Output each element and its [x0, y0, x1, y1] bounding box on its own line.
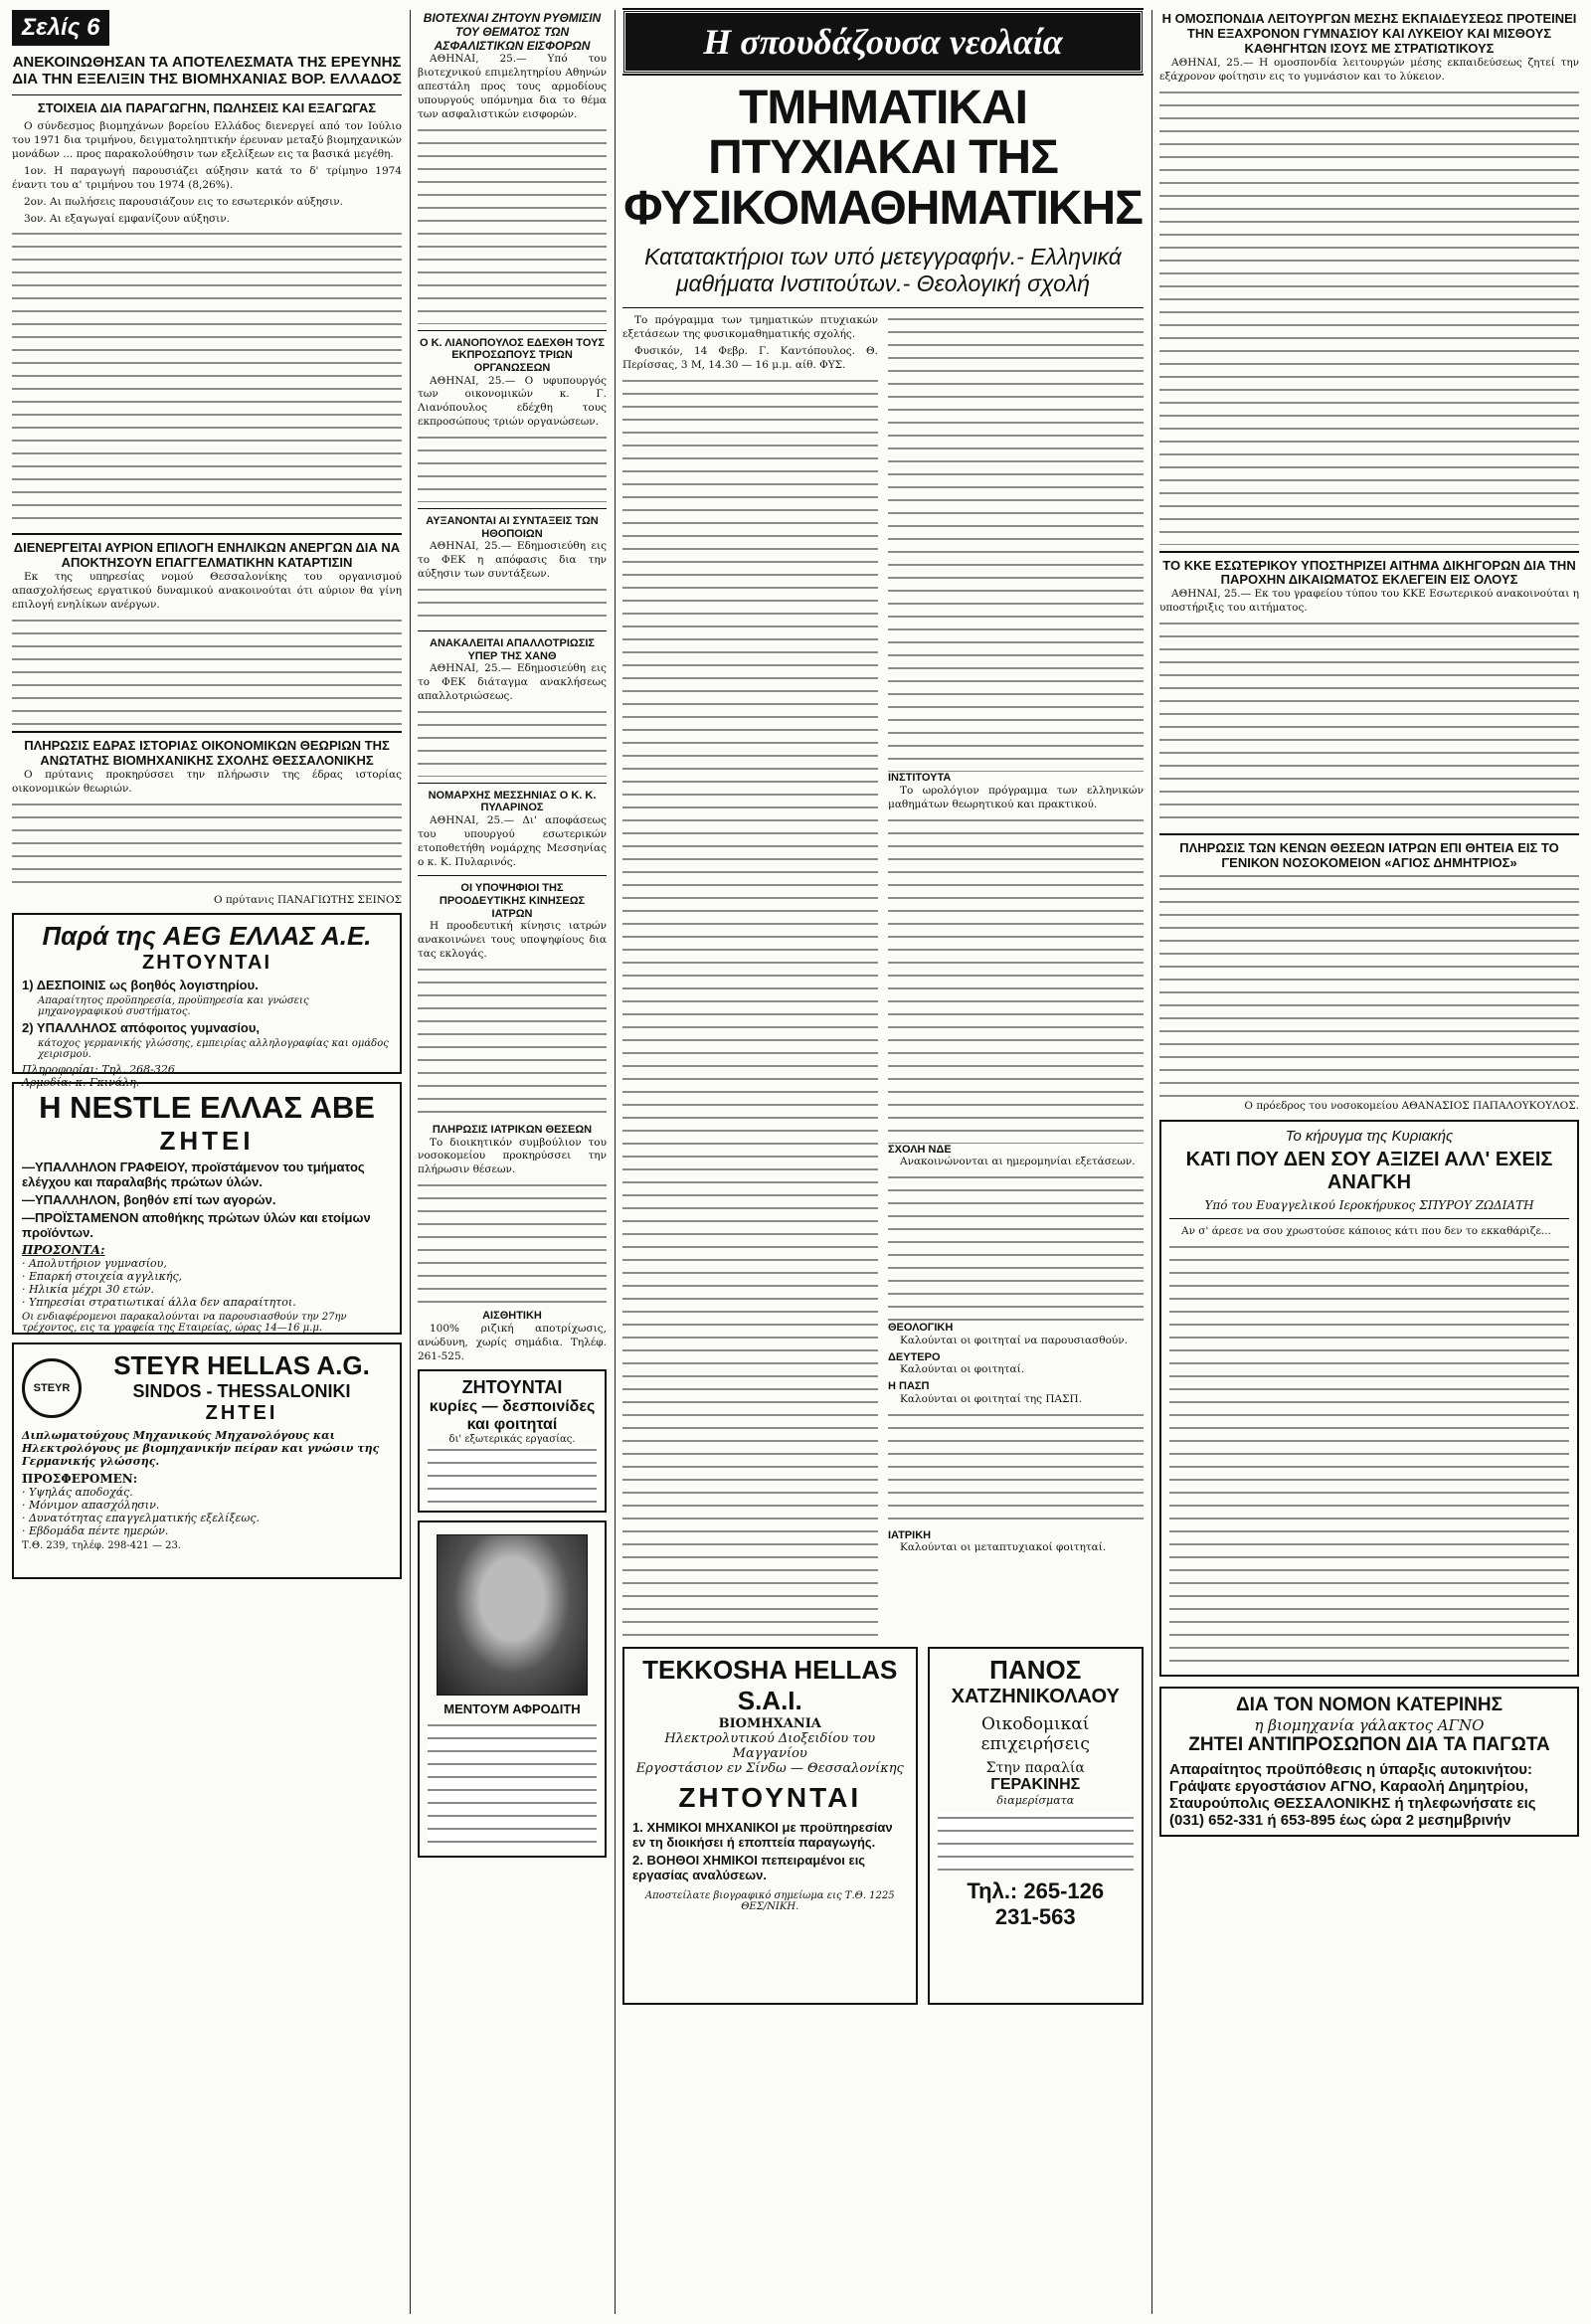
sermon-byline: Υπό του Ευαγγελικού Ιεροκήρυκος ΣΠΥΡΟΥ ΖΩΔΙΑΤΗ: [1204, 1197, 1534, 1212]
lianopoulos-filler: [418, 433, 607, 502]
panos-name-2: ΧΑΤΖΗΝΙΚΟΛΑΟΥ: [951, 1685, 1120, 1707]
pensions-headline: ΑΥΞΑΝΟΝΤΑΙ ΑΙ ΣΥΝΤΑΞΕΙΣ ΤΩΝ ΗΘΟΠΟΙΩΝ: [426, 515, 599, 540]
tekkosha-line-3: Εργοστάσιον εν Σίνδω — Θεσσαλονίκης: [635, 1760, 904, 1776]
article-filler-b: [888, 314, 1144, 772]
aesthetics-headline: ΑΙΣΘΗΤΙΚΗ: [482, 1310, 542, 1323]
agno-ad: [1159, 1687, 1579, 1837]
nde-subhead: ΣΧΟΛΗ ΝΔΕ: [888, 1143, 952, 1156]
lianopoulos-text: ΑΘΗΝΑΙ, 25.— Ο υφυπουργός των οικονομικών κ. Γ. Λιανόπουλος εδέχθη τους εκπροσώπους τριών οργανώσεων.: [418, 374, 607, 429]
panos-ad: [928, 1647, 1145, 2005]
teachers-filler: [1159, 88, 1579, 545]
medical-posts-text: Το διοικητικόν συμβούλιον του νοσοκομείου προκηρύσσει την πλήρωσιν θέσεων.: [418, 1136, 607, 1176]
hospital-headline: ΠΛΗΡΩΣΙΣ ΤΩΝ ΚΕΝΩΝ ΘΕΣΕΩΝ ΙΑΤΡΩΝ ΕΠΙ ΘΗΤΕΙΑ ΕΙΣ ΤΟ ΓΕΝΙΚΟΝ ΝΟΣΟΚΟΜΕΙΟΝ «ΑΓΙΟΣ ΔΗΜΗΤΡΙΟΣ»: [1179, 840, 1559, 871]
chair-signature: Ο πρύτανις ΠΑΝΑΓΙΩΤΗΣ ΣΕΙΝΟΣ: [213, 893, 402, 906]
wanted-ad-title: ΖΗΤΟΥΝΤΑΙ: [461, 1377, 563, 1398]
pasp-subhead: Η ΠΑΣΠ: [888, 1380, 930, 1393]
expropriation-headline: ΑΝΑΚΑΛΕΙΤΑΙ ΑΠΑΛΛΟΤΡΙΩΣΙΣ ΥΠΕΡ ΤΗΣ ΧΑΝΘ: [430, 636, 595, 662]
survey-headline: ΑΝΕΚΟΙΝΩΘΗΣΑΝ ΤΑ ΑΠΟΤΕΛΕΣΜΑΤΑ ΤΗΣ ΕΡΕΥΝΗΣ ΔΙΑ ΤΗΝ ΕΞΕΛΙΞΙΝ ΤΗΣ ΒΙΟΜΗΧΑΝΙΑΣ ΒΟΡ. ΕΛΛΑΔΟΣ: [12, 54, 402, 89]
tekkosha-ad: [622, 1647, 918, 2005]
sermon-box: [1159, 1120, 1579, 1677]
steyr-intro: Διπλωματούχους Μηχανικούς Μηχανολόγους και Ηλεκτρολόγους με βιομηχανικήν πείραν και γνώσιν της Γερμανικής γλώσσης.: [22, 1429, 380, 1469]
page-label: Σελίς 6: [12, 10, 109, 46]
article-body-2: Φυσικόν, 14 Φεβρ. Γ. Καντόπουλος. Θ. Περίσσας, 3 Μ, 14.30 — 16 μ.μ. αίθ. ΦΥΣ.: [622, 344, 878, 371]
election-headline: ΔΙΕΝΕΡΓΕΙΤΑΙ ΑΥΡΙΟΝ ΕΠΙΛΟΓΗ ΕΝΗΛΙΚΩΝ ΑΝΕΡΓΩΝ ΔΙΑ ΝΑ ΑΠΟΚΤΗΣΟΥΝ ΕΠΑΓΓΕΛΜΑΤΙΚΗΝ ΚΑΤΑΡΤΙΣΙΝ: [13, 540, 401, 571]
sermon-kicker: Το κήρυγμα της Κυριακής: [1285, 1127, 1454, 1145]
lianopoulos-headline: Ο Κ. ΛΙΑΝΟΠΟΥΛΟΣ ΕΔΕΧΘΗ ΤΟΥΣ ΕΚΠΡΟΣΩΠΟΥΣ ΤΡΙΩΝ ΟΡΓΑΝΩΣΕΩΝ: [419, 336, 606, 374]
main-deck: Κατατακτήριοι των υπό μετεγγραφήν.- Ελληνικά μαθήματα Ινστιτούτων.- Θεολογική σχολή: [644, 244, 1122, 297]
nestle-ad: [12, 1082, 402, 1335]
kke-body: [1159, 588, 1579, 827]
expropriation-filler: [418, 707, 607, 777]
tekkosha-item-2: 2. ΒΟΗΘΟΙ ΧΗΜΙΚΟΙ πεπειραμένοι εις εργασίας αναλύσεων.: [632, 1852, 866, 1882]
survey-lead: Ο σύνδεσμος βιομηχάνων βορείου Ελλάδος διενεργεί από τον Ιούλιο του 1971 δια τριμήνου, δειγματοληπτικήν έρευναν μεταξύ βιομηχανικών μονάδων ... προς παρακολούθησιν των εξελίξεων εις τα βασικά μεγέθη.: [12, 120, 402, 161]
sermon-body: [1169, 1225, 1569, 1670]
tekkosha-line-2: Ηλεκτρολυτικού Διοξειδίου του Μαγγανίου: [664, 1730, 876, 1761]
tekkosha-wants: ΖΗΤΟΥΝΤΑΙ: [678, 1781, 862, 1813]
medical-posts-headline: ΠΛΗΡΩΣΙΣ ΙΑΤΡΙΚΩΝ ΘΕΣΕΩΝ: [432, 1123, 593, 1136]
aesthetics-text: 100% ριζική αποτρίχωσις, ανώδυνη, χωρίς σημάδια. Τηλέφ. 261-525.: [418, 1322, 607, 1362]
steyr-contact: Τ.Θ. 239, τηλέφ. 298-421 — 23.: [22, 1540, 182, 1552]
lianopoulos-body: [418, 375, 607, 502]
institutes-text: Το ωρολόγιον πρόγραμμα των ελληνικών μαθημάτων θεωρητικού και πρακτικού.: [888, 784, 1144, 810]
doctors-text: Η προοδευτική κίνησις ιατρών ανακοινώνει τους υποψηφίους δια τας εκλογάς.: [418, 920, 607, 961]
wanted-ad-filler: [428, 1445, 597, 1505]
theology-subhead: ΘΕΟΛΟΓΙΚΗ: [888, 1322, 954, 1335]
election-text: Εκ της υπηρεσίας νομού Θεσσαλονίκης του οργανισμού απασχολήσεως εργατικού δυναμικού ανακοινούται ότι αύριον θα γίνη επιλογή ενηλίκων ανέργων.: [12, 571, 402, 612]
aeg-logo: AEG: [162, 921, 223, 952]
hospital-signature: Ο πρόεδρος του νοσοκομείου ΑΘΑΝΑΣΙΟΣ ΠΑΠΑΛΟΥΚΟΥΛΟΣ.: [1244, 1100, 1579, 1112]
memorial-photo: [437, 1534, 588, 1696]
expropriation-text: ΑΘΗΝΑΙ, 25.— Εδημοσιεύθη εις το ΦΕΚ διάταγμα ανακλήσεως απαλλοτριώσεως.: [418, 662, 607, 702]
medical-posts-body: [418, 1137, 607, 1311]
tekkosha-line-1: ΒΙΟΜΗΧΑΝΙΑ: [718, 1715, 821, 1731]
steyr-ad: [12, 1342, 402, 1579]
panos-name-1: ΠΑΝΟΣ: [989, 1654, 1082, 1685]
medicine-subhead: ΙΑΤΡΙΚΗ: [888, 1528, 932, 1541]
second-subhead: ΔΕΥΤΕΡΟ: [888, 1350, 941, 1363]
aeg-item-2-note: κάτοχος γερμανικής γλώσσης, εμπειρίας αλληλογραφίας και ομάδος χειρισμού.: [38, 1038, 389, 1061]
steyr-offer-4: · Εβδομάδα πέντε ημερών.: [22, 1524, 169, 1538]
election-body-filler: [12, 616, 402, 725]
nestle-item-3: —ΠΡΟΪΣΤΑΜΕΝΟΝ αποθήκης πρώτων ύλών και ετοίμων προϊόντων.: [22, 1210, 371, 1241]
article-filler-e: [888, 1410, 1144, 1529]
teachers-text: ΑΘΗΝΑΙ, 25.— Η ομοσπονδία λειτουργών μέσης εκπαιδεύσεως ζητεί την εξάχρονον φοίτησιν εις το γυμνάσιον και το λύκειον.: [1159, 56, 1579, 83]
doctors-body: [418, 920, 607, 1124]
agno-line-2: η βιομηχανία γάλακτος ΑΓΝΟ: [1254, 1715, 1485, 1734]
survey-body: [12, 120, 402, 527]
nestle-wants: ΖΗΤΕΙ: [159, 1126, 255, 1157]
steyr-offer-1: · Υψηλάς αποδοχάς.: [22, 1486, 133, 1500]
hospital-body: [1159, 871, 1579, 1114]
article-body-1: Το πρόγραμμα των τμηματικών πτυχιακών εξετάσεων της φυσικομαθηματικής σχολής.: [622, 314, 878, 341]
nestle-title: Η NESTLE ΕΛΛΑΣ ΑΒΕ: [39, 1090, 375, 1126]
panos-line-1: Οικοδομικαί επιχειρήσεις: [980, 1713, 1090, 1754]
memorial-box: [418, 1520, 607, 1858]
article-col-b: [888, 314, 1144, 1638]
survey-body-filler: [12, 229, 402, 527]
sermon-filler: [1169, 1242, 1569, 1670]
article-filler-c: [888, 815, 1144, 1144]
kke-headline: ΤΟ ΚΚΕ ΕΣΩΤΕΡΙΚΟΥ ΥΠΟΣΤΗΡΙΖΕΙ ΑΙΤΗΜΑ ΔΙΚΗΓΟΡΩΝ ΔΙΑ ΤΗΝ ΠΑΡΟΧΗΝ ΔΙΚΑΙΩΜΑΤΟΣ ΕΚΛΕΓΕΙΝ ΕΙΣ ΟΛΟΥΣ: [1162, 557, 1576, 588]
aeg-title: Παρά της AEG ΕΛΛΑΣ Α.Ε.: [42, 921, 372, 952]
aeg-ad: [12, 913, 402, 1090]
panos-filler: [938, 1813, 1135, 1873]
aeg-wants: ΖΗΤΟΥΝΤΑΙ: [141, 952, 272, 975]
pensions-body: [418, 540, 607, 625]
pensions-filler: [418, 585, 607, 625]
nestle-item-2: —ΥΠΑΛΛΗΛΟΝ, βοηθόν επί των αγορών.: [22, 1192, 276, 1208]
kke-text: ΑΘΗΝΑΙ, 25.— Εκ του γραφείου τύπου του ΚΚΕ Εσωτερικού ανακοινούται η υποστήριξις του αιτήματος.: [1159, 588, 1579, 615]
steyr-title: STEYR HELLAS A.G.: [113, 1350, 370, 1381]
panos-line-4: διαμερίσματα: [996, 1793, 1075, 1807]
column-1: [12, 0, 402, 2324]
chair-headline: ΠΛΗΡΩΣΙΣ ΕΔΡΑΣ ΙΣΤΟΡΙΑΣ ΟΙΚΟΝΟΜΙΚΩΝ ΘΕΩΡΙΩΝ ΤΗΣ ΑΝΩΤΑΤΗΣ ΒΙΟΜΗΧΑΝΙΚΗΣ ΣΧΟΛΗΣ ΘΕΣΣΑΛΟΝΙΚΗΣ: [24, 737, 390, 768]
column-4: [1159, 0, 1579, 2324]
wanted-ad-line: κυρίες — δεσποινίδες και φοιτηταί: [429, 1398, 596, 1434]
artisans-headline: ΒΙΟΤΕΧΝΑΙ ΖΗΤΟΥΝ ΡΥΘΜΙΣΙΝ ΤΟΥ ΘΕΜΑΤΟΣ ΤΩΝ ΑΣΦΑΛΙΣΤΙΚΩΝ ΕΙΣΦΟΡΩΝ: [423, 11, 602, 53]
agno-line-3: ΖΗΤΕΙ ΑΝΤΙΠΡΟΣΩΠΟΝ ΔΙΑ ΤΑ ΠΑΓΩΤΑ: [1188, 1733, 1550, 1755]
doctors-filler: [418, 965, 607, 1124]
steyr-offer-3: · Δυνατότητας επαγγελματικής εξελίξεως.: [22, 1512, 261, 1525]
column-rule-2: [615, 10, 616, 2314]
steyr-offer-2: · Μόνιμον απασχόλησιν.: [22, 1499, 160, 1513]
panos-line-3: ΓΕΡΑΚΙΝΗΣ: [990, 1775, 1081, 1793]
memorial-name: ΜΕΝΤΟΥΜ ΑΦΡΟΔΙΤΗ: [443, 1701, 581, 1717]
steyr-logo: STEYR: [22, 1358, 82, 1418]
wanted-ad-text: δι' εξωτερικάς εργασίας.: [448, 1434, 576, 1446]
panos-phone: Τηλ.: 265-126 231-563: [967, 1877, 1105, 1929]
aeg-info: Πληροφορίαι: Τηλ. 268-326: [22, 1063, 175, 1077]
sermon-title: ΚΑΤΙ ΠΟΥ ΔΕΝ ΣΟΥ ΑΞΙΖΕΙ ΑΛΛ' ΕΧΕΙΣ ΑΝΑΓΚΗ: [1185, 1148, 1553, 1193]
aesthetics-body: [418, 1323, 607, 1364]
nestle-quals-label: ΠΡΟΣΟΝΤΑ:: [22, 1243, 105, 1258]
chair-body-filler: [12, 800, 402, 894]
panos-line-2: Στην παραλία: [985, 1759, 1085, 1776]
artisans-text: ΑΘΗΝΑΙ, 25.— Υπό του βιοτεχνικού επιμελητηρίου Αθηνών απεστάλη προς τους αρμοδίους υπουργούς υπόμνημα δια το θέμα των ασφαλιστικών εισφορών.: [418, 53, 607, 120]
election-body: [12, 571, 402, 725]
doctors-headline: ΟΙ ΥΠΟΨΗΦΙΟΙ ΤΗΣ ΠΡΟΟΔΕΥΤΙΚΗΣ ΚΙΝΗΣΕΩΣ ΙΑΤΡΩΝ: [439, 882, 586, 920]
tekkosha-item-1: 1. ΧΗΜΙΚΟΙ ΜΗΧΑΝΙΚΟΙ με προϋπηρεσίαν εν τη διοικήσει ή εποπτεία παραγωγής.: [632, 1819, 893, 1850]
nestle-qual-4: · Υπηρεσίαι στρατιωτικαί άλλα δεν απαραίτητοι.: [22, 1296, 296, 1310]
column-rule-3: [1151, 10, 1152, 2314]
steyr-subtitle: SINDOS - THESSALONIKI: [132, 1381, 351, 1402]
kke-filler: [1159, 619, 1579, 827]
memorial-filler: [428, 1720, 597, 1850]
column-2: [418, 0, 607, 2324]
chair-text: Ο πρύτανις προκηρύσσει την πλήρωσιν της έδρας ιστορίας οικονομικών θεωριών.: [12, 768, 402, 795]
prefect-headline: ΝΟΜΑΡΧΗΣ ΜΕΣΣΗΝΙΑΣ Ο Κ. Κ. ΠΥΛΑΡΙΝΟΣ: [428, 789, 597, 814]
tekkosha-title: TEKKOSHA HELLAS S.A.I.: [642, 1654, 898, 1715]
pensions-text: ΑΘΗΝΑΙ, 25.— Εδημοσιεύθη εις το ΦΕΚ η απόφασις δια την αύξησιν των συντάξεων.: [418, 540, 607, 581]
column-3: [622, 0, 1144, 2324]
main-headline: ΤΜΗΜΑΤΙΚΑΙ ΠΤΥΧΙΑΚΑΙ ΤΗΣ ΦΥΣΙΚΟΜΑΘΗΜΑΤΙΚΗΣ: [623, 82, 1143, 235]
nestle-item-1: —ΥΠΑΛΛΗΛΟΝ ΓΡΑΦΕΙΟΥ, προϊστάμενον του τμήματος ελέγχου και παραλαβής πρώτων ύλών.: [22, 1160, 365, 1190]
nestle-qual-3: · Ηλικία μέχρι 30 ετών.: [22, 1283, 154, 1297]
institutes-subhead: ΙΝΣΤΙΤΟΥΤΑ: [888, 772, 952, 785]
agno-line-1: ΔΙΑ ΤΟΝ ΝΟΜΟΝ ΚΑΤΕΡΙΝΗΣ: [1235, 1694, 1503, 1715]
wanted-ad: [418, 1369, 607, 1513]
aeg-item-1: 1) ΔΕΣΠΟΙΝΙΣ ως βοηθός λογιστηρίου.: [22, 978, 259, 993]
tekkosha-footer: Αποστείλατε βιογραφικό σημείωμα εις Τ.Θ. 1225 ΘΕΣ/ΝΙΚΗ.: [644, 1889, 895, 1912]
teachers-body: [1159, 57, 1579, 545]
expropriation-body: [418, 662, 607, 777]
artisans-body: [418, 53, 607, 323]
aeg-contact: Αρμοδία: κ. Γκινάλη.: [22, 1076, 140, 1090]
agno-line-4: Απαραίτητος προϋπόθεσις η ύπαρξις αυτοκινήτου: Γράψατε εργοστάσιον ΑΓΝΟ, Καραολή Δημητρίου, Σταυρούπολις ΘΕΣΣΑΛΟΝΙΚΗΣ ή τηλεφωνήσατε εις (031) 652-331 ή 653-895 έως ώρα 2 μεσημβρινήν: [1169, 1760, 1536, 1829]
medical-posts-filler: [418, 1180, 607, 1310]
aeg-item-2: 2) ΥΠΑΛΛΗΛΟΣ απόφοιτος γυμνασίου,: [22, 1020, 261, 1036]
nestle-qual-2: · Επαρκή στοιχεία αγγλικής,: [22, 1270, 183, 1284]
survey-point-2: 2ον. Αι πωλήσεις παρουσιάζουν εις το εσωτερικόν αύξησιν.: [24, 195, 343, 208]
article-col-a: [622, 314, 878, 1638]
survey-point-1: 1ον. Η παραγωγή παρουσιάζει αύξησιν κατά το δ' τρίμηνο 1974 έναντι του α' τριμήνου του 1974 (8,26%).: [12, 165, 402, 191]
teachers-headline: Η ΟΜΟΣΠΟΝΔΙΑ ΛΕΙΤΟΥΡΓΩΝ ΜΕΣΗΣ ΕΚΠΑΙΔΕΥΣΕΩΣ ΠΡΟΤΕΙΝΕΙ ΤΗΝ ΕΞΑΧΡΟΝΟΝ ΓΥΜΝΑΣΙΟΥ ΚΑΙ ΛΥΚΕΙΟΥ ΚΑΙ ΜΙΣΘΟΥΣ ΚΑΘΗΓΗΤΩΝ ΙΣΟΥΣ ΜΕ ΣΤΡΑΤΙΩΤΙΚΟΥΣ: [1161, 11, 1577, 56]
chair-body: [12, 769, 402, 908]
survey-point-3: 3ον. Αι εξαγωγαί εμφανίζουν αύξησιν.: [24, 212, 230, 225]
steyr-wants: ΖΗΤΕΙ: [205, 1402, 278, 1425]
aeg-item-1-note: Απαραίτητος προϋπηρεσία, προϋπηρεσία και γνώσεις μηχανογραφικού συστήματος.: [38, 995, 309, 1018]
section-banner: Η σπουδάζουσα νεολαία: [622, 10, 1144, 74]
second-text: Καλούνται οι φοιτηταί.: [900, 1363, 1025, 1376]
hospital-filler: [1159, 871, 1579, 1100]
nde-text: Ανακοινώνονται αι ημερομηνίαι εξετάσεων.: [900, 1156, 1136, 1168]
steyr-offers-label: ΠΡΟΣΦΕΡΟΜΕΝ:: [22, 1472, 138, 1487]
survey-subhead: ΣΤΟΙΧΕΙΑ ΔΙΑ ΠΑΡΑΓΩΓΗΝ, ΠΩΛΗΣΕΙΣ ΚΑΙ ΕΞΑΓΩΓΑΣ: [37, 99, 377, 115]
prefect-text: ΑΘΗΝΑΙ, 25.— Δι' αποφάσεως του υπουργού εσωτερικών ετοποθετήθη νομάρχης Μεσσηνίας ο κ. Κ. Πυλαρινός.: [418, 814, 607, 868]
article-filler-a: [622, 376, 878, 1639]
theology-text: Καλούνται οι φοιτηταί να παρουσιασθούν.: [900, 1334, 1129, 1346]
nestle-footer: Οι ενδιαφέρομενοι παρακαλούνται να παρουσιασθούν την 27ην τρέχοντος, εις τα γραφεία της Εταιρείας, ώρας 14—16 μ.μ.: [22, 1312, 347, 1335]
prefect-body: [418, 814, 607, 869]
medicine-text: Καλούνται οι μεταπτυχιακοί φοιτηταί.: [900, 1541, 1107, 1554]
sermon-text: Αν σ' άρεσε να σου χρωστούσε κάποιος κάτι που δεν το εκκαθάριζε...: [1181, 1224, 1551, 1237]
article-filler-d: [888, 1172, 1144, 1322]
column-rule-1: [410, 10, 411, 2314]
artisans-filler: [418, 125, 607, 324]
nestle-qual-1: · Απολυτήριον γυμνασίου,: [22, 1257, 167, 1271]
pasp-text: Καλούνται οι φοιτηταί της ΠΑΣΠ.: [900, 1392, 1083, 1405]
